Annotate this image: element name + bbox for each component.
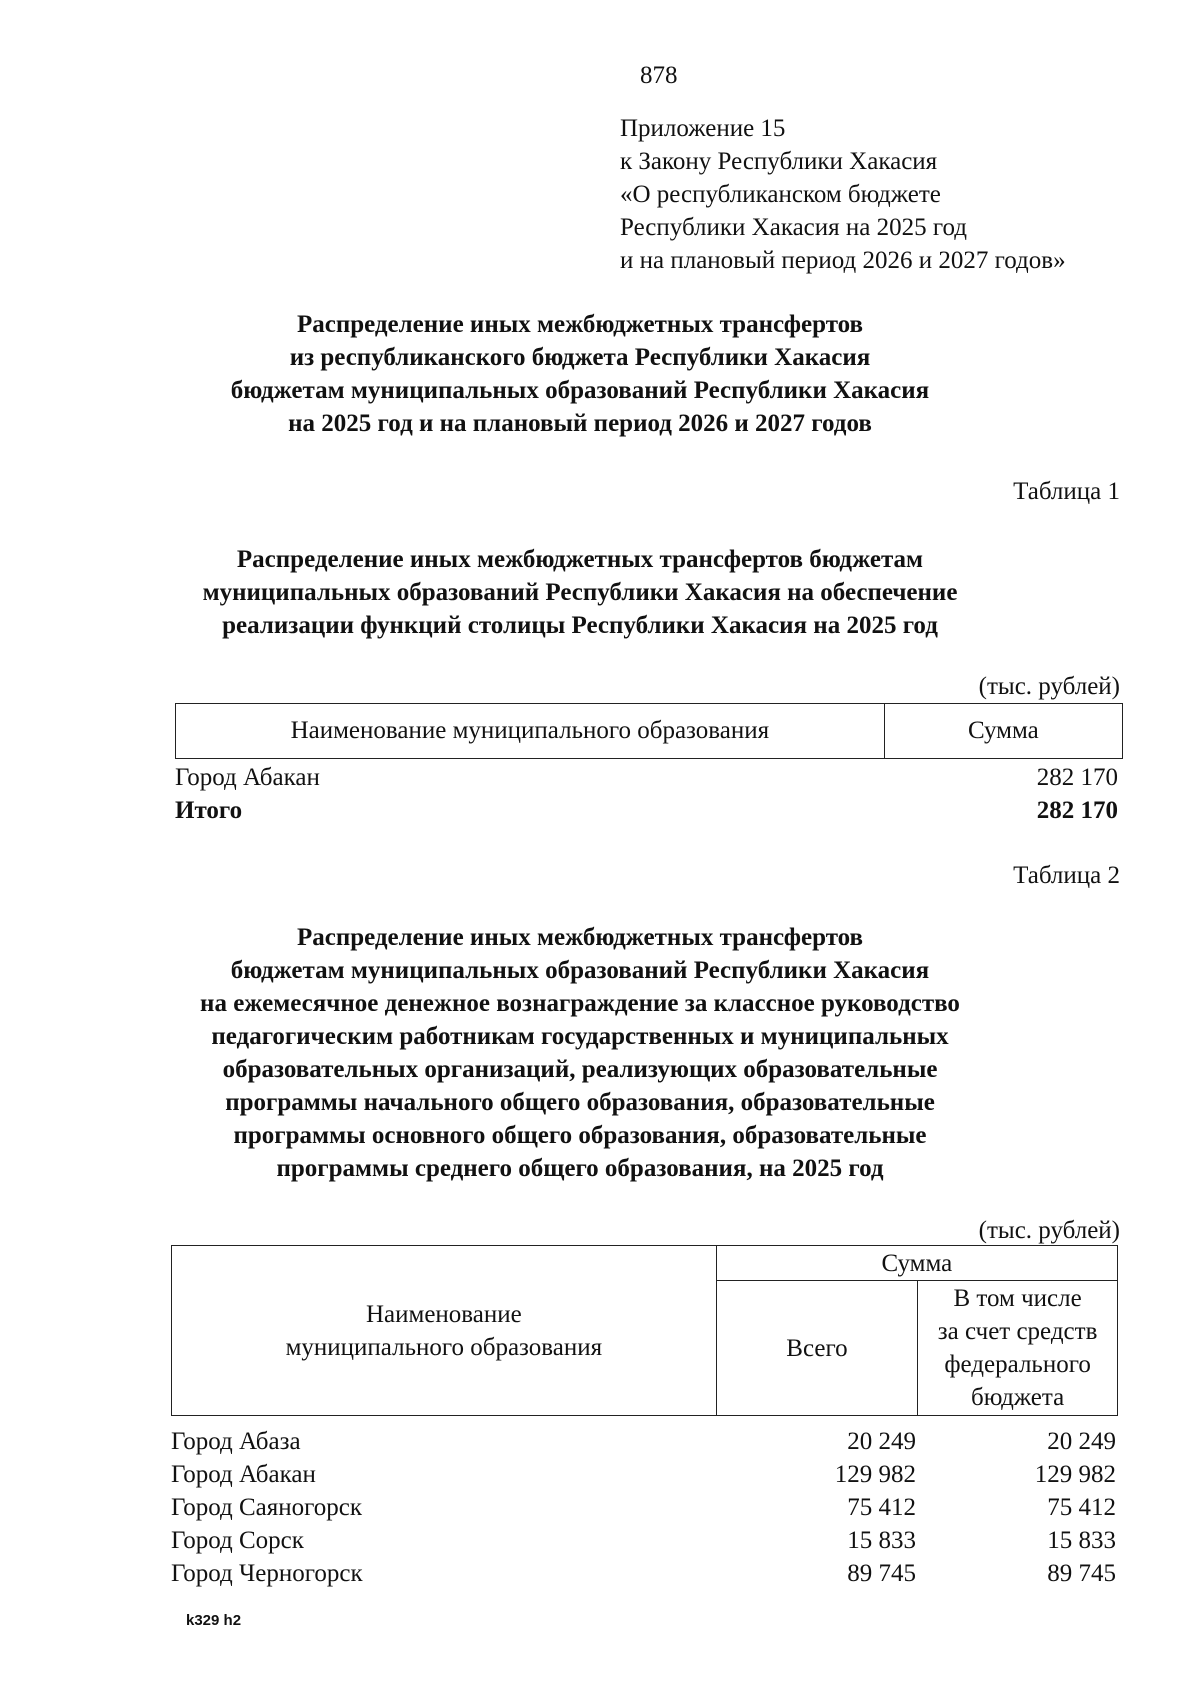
- annex-line: Республики Хакасия на 2025 год: [620, 214, 968, 241]
- table1-title: [150, 543, 1010, 642]
- municipality-name: Город Сорск: [171, 1527, 304, 1554]
- total-row: [175, 797, 1118, 825]
- annex-line: Приложение 15: [620, 115, 786, 142]
- main-title-line: бюджетам муниципальных образований Республики Хакасия: [230, 377, 930, 404]
- table2-title: [150, 921, 1010, 1185]
- table1-title-line: муниципальных образований Республики Хакасия на обеспечение: [202, 579, 958, 606]
- table-row: [171, 1557, 1118, 1590]
- table2-label: Таблица 2: [1013, 862, 1120, 889]
- federal-value: 129 982: [1034, 1461, 1116, 1488]
- table2-header-name: [172, 1246, 717, 1416]
- main-title-line: из республиканского бюджета Республики Хакасия: [289, 344, 871, 371]
- table2-title-line: образовательных организаций, реализующих образовательные: [222, 1056, 938, 1083]
- table-row: [171, 1491, 1118, 1524]
- page-number: 878: [640, 62, 678, 89]
- federal-value: 15 833: [1047, 1527, 1116, 1554]
- table1-units: (тыс. рублей): [978, 673, 1120, 700]
- table2-title-line: программы основного общего образования, образовательные: [233, 1122, 927, 1149]
- table1-title-line: реализации функций столицы Республики Хакасия на 2025 год: [222, 612, 938, 639]
- table2-title-line: бюджетам муниципальных образований Республики Хакасия: [230, 957, 930, 984]
- total-value: 282 170: [1036, 797, 1118, 824]
- total-value: 89 745: [847, 1560, 916, 1587]
- municipality-name: Город Абакан: [175, 764, 320, 791]
- table2-title-line: на ежемесячное денежное вознаграждение за классное руководство: [200, 990, 960, 1017]
- annex-line: «О республиканском бюджете: [620, 181, 941, 208]
- table1-header-name: Наименование муниципального образования: [176, 704, 885, 759]
- header-text: федерального: [944, 1351, 1091, 1378]
- header-text: Наименование: [365, 1300, 522, 1328]
- total-value: 75 412: [847, 1494, 916, 1521]
- municipality-name: Город Абакан: [171, 1461, 316, 1488]
- header-text: В том числе: [953, 1285, 1082, 1312]
- main-title-line: на 2025 год и на плановый период 2026 и 2027 годов: [288, 410, 872, 437]
- table1-label: Таблица 1: [1013, 478, 1120, 505]
- annex-line: к Закону Республики Хакасия: [620, 148, 938, 175]
- table2-units: (тыс. рублей): [978, 1217, 1120, 1244]
- federal-value: 89 745: [1047, 1560, 1116, 1587]
- table1-title-line: Распределение иных межбюджетных трансфертов бюджетам: [236, 546, 924, 573]
- table2-body: [171, 1425, 1118, 1590]
- federal-value: 20 249: [1047, 1428, 1116, 1455]
- municipality-name: Город Саяногорск: [171, 1494, 363, 1521]
- total-value: 15 833: [847, 1527, 916, 1554]
- annex-block: [620, 112, 1066, 277]
- header-text: муниципального образования: [285, 1333, 603, 1361]
- amount-value: 282 170: [1036, 764, 1118, 791]
- table2-header-total: Всего: [716, 1281, 918, 1416]
- federal-value: 75 412: [1047, 1494, 1116, 1521]
- total-value: 20 249: [847, 1428, 916, 1455]
- table2-title-line: Распределение иных межбюджетных трансфертов: [296, 924, 864, 951]
- main-title: [150, 308, 1010, 440]
- municipality-name: Город Черногорск: [171, 1560, 363, 1587]
- table1-header-sum: Сумма: [884, 704, 1122, 759]
- header-text: бюджета: [970, 1384, 1065, 1411]
- table-row: [175, 764, 1118, 792]
- table-row: [171, 1524, 1118, 1557]
- table2-header-sum: Сумма: [716, 1246, 1117, 1281]
- footer-code: k329 h2: [186, 1612, 242, 1629]
- main-title-line: Распределение иных межбюджетных трансфертов: [296, 311, 864, 338]
- table2-title-line: педагогическим работникам государственных и муниципальных: [211, 1023, 949, 1050]
- table2-title-line: программы начального общего образования, образовательные: [225, 1089, 935, 1116]
- annex-line: и на плановый период 2026 и 2027 годов»: [620, 247, 1066, 274]
- table2-title-line: программы среднего общего образования, на 2025 год: [276, 1155, 884, 1182]
- table1-header: [175, 703, 1123, 759]
- header-text: за счет средств: [937, 1318, 1098, 1345]
- total-label: Итого: [175, 797, 243, 824]
- table2-header-federal: [918, 1281, 1118, 1416]
- table-row: [171, 1458, 1118, 1491]
- table-row: [171, 1425, 1118, 1458]
- table2-header: [171, 1245, 1118, 1416]
- total-value: 129 982: [834, 1461, 916, 1488]
- municipality-name: Город Абаза: [171, 1428, 301, 1455]
